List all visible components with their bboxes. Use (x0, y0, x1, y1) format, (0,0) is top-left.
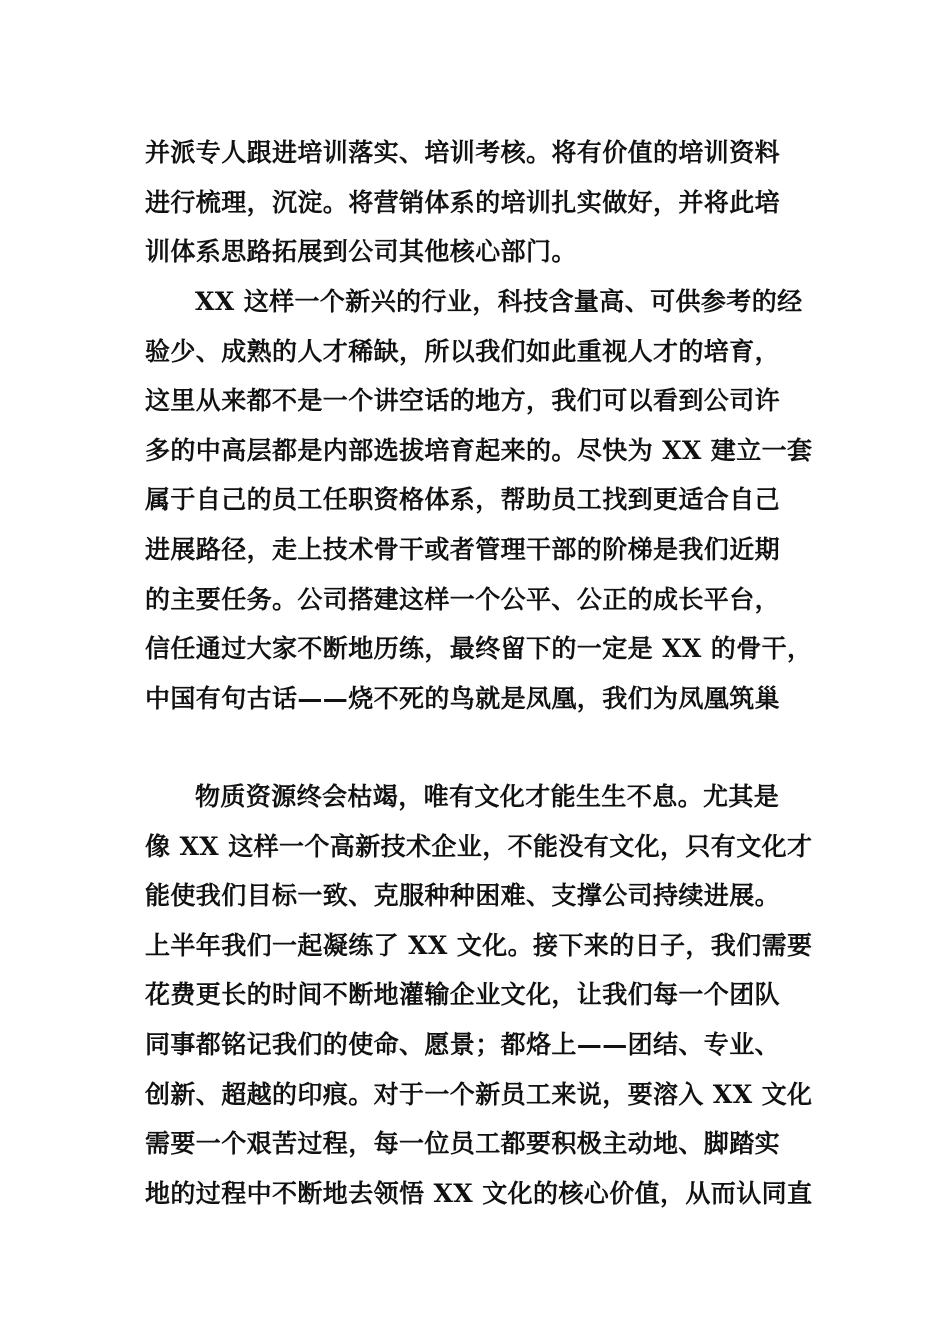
text-line: 物质资源终会枯竭，唯有文化才能生生不息。尤其是 (195, 782, 780, 811)
text-line: 训体系思路拓展到公司其他核心部门。 (145, 237, 577, 267)
text-line: 地的过程中不断地去领悟 XX 文化的核心价值，从而认同直 (145, 1178, 813, 1208)
text-line: 能使我们目标一致、克服种种困难、支撑公司持续进展。 (145, 881, 781, 911)
text-line: 花费更长的时间不断地灌输企业文化，让我们每一个团队 (145, 980, 781, 1010)
text-line: 中国有句古话——烧不死的鸟就是凤凰，我们为凤凰筑巢 (145, 683, 781, 713)
text-line: 的主要任务。公司搭建这样一个公平、公正的成长平台， (145, 584, 781, 614)
text-line: 像 XX 这样一个高新技术企业，不能没有文化，只有文化才 (145, 831, 813, 861)
text-line: 上半年我们一起凝练了 XX 文化。接下来的日子，我们需要 (145, 930, 813, 960)
text-line: 需要一个艰苦过程，每一位员工都要积极主动地、脚踏实 (145, 1129, 781, 1159)
text-line: 并派专人跟进培训落实、培训考核。将有价值的培训资料 (145, 138, 781, 167)
text-line: 同事都铭记我们的使命、愿景；都烙上——团结、专业、 (145, 1029, 781, 1059)
text-line: 验少、成熟的人才稀缺，所以我们如此重视人才的培育， (145, 336, 781, 366)
paragraph-talent (145, 277, 817, 723)
text-line: 多的中高层都是内部选拔培育起来的。尽快为 XX 建立一套 (145, 435, 813, 465)
text-line: XX 这样一个新兴的行业，科技含量高、可供参考的经 (195, 287, 803, 316)
text-line: 创新、超越的印痕。对于一个新员工来说，要溶入 XX 文化 (145, 1079, 813, 1109)
text-line: 进行梳理，沉淀。将营销体系的培训扎实做好，并将此培 (145, 187, 781, 217)
text-line: 这里从来都不是一个讲空话的地方，我们可以看到公司许 (145, 386, 781, 416)
text-line: 属于自己的员工任职资格体系，帮助员工找到更适合自己 (145, 485, 781, 515)
text-line: 信任通过大家不断地历练，最终留下的一定是 XX 的骨干， (145, 634, 813, 664)
paragraph-culture (145, 772, 817, 1218)
paragraph-training (145, 128, 817, 277)
text-line: 进展路径，走上技术骨干或者管理干部的阶梯是我们近期 (145, 534, 781, 564)
